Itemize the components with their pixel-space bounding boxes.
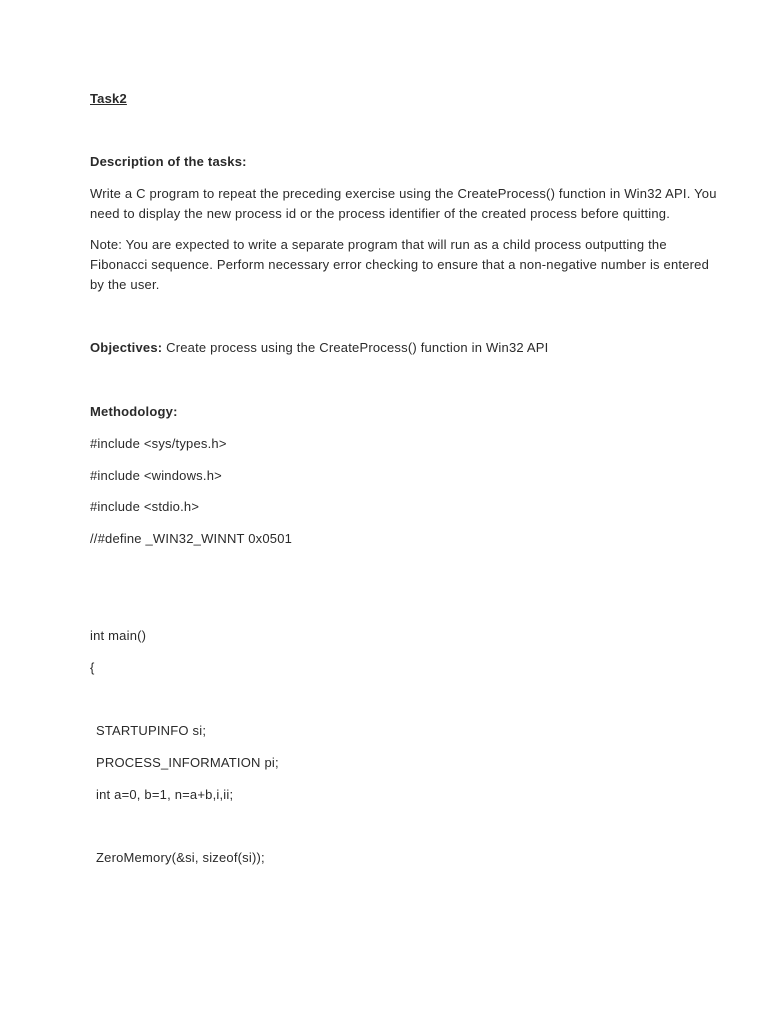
code-line: { xyxy=(90,660,95,675)
code-line: PROCESS_INFORMATION pi; xyxy=(96,755,279,770)
description-line-1: Write a C program to repeat the preceding exercise using the CreateProcess() function in Win32 API. You xyxy=(90,186,717,201)
description-line-2: need to display the new process id or the process identifier of the created process before quitting. xyxy=(90,206,671,221)
objectives-label: Objectives: xyxy=(90,340,163,355)
code-line: ZeroMemory(&si, sizeof(si)); xyxy=(96,850,265,865)
note-line-2: Fibonacci sequence. Perform necessary error checking to ensure that a non-negative number is entered xyxy=(90,257,710,272)
code-line: #include <stdio.h> xyxy=(90,499,200,514)
methodology-heading: Methodology: xyxy=(90,404,178,419)
code-line: int main() xyxy=(90,628,147,643)
code-line: #include <windows.h> xyxy=(90,468,222,483)
code-line: //#define _WIN32_WINNT 0x0501 xyxy=(90,531,293,546)
code-line: #include <sys/types.h> xyxy=(90,436,227,451)
objectives-text: Create process using the CreateProcess() function in Win32 API xyxy=(162,340,549,355)
code-line: int a=0, b=1, n=a+b,i,ii; xyxy=(96,787,234,802)
task-title: Task2 xyxy=(90,91,127,106)
description-heading: Description of the tasks: xyxy=(90,154,247,169)
code-line: STARTUPINFO si; xyxy=(96,723,207,738)
note-line-3: by the user. xyxy=(90,277,160,292)
note-line-1: Note: You are expected to write a separate program that will run as a child process outputting the xyxy=(90,237,667,252)
objectives-paragraph xyxy=(90,338,548,358)
